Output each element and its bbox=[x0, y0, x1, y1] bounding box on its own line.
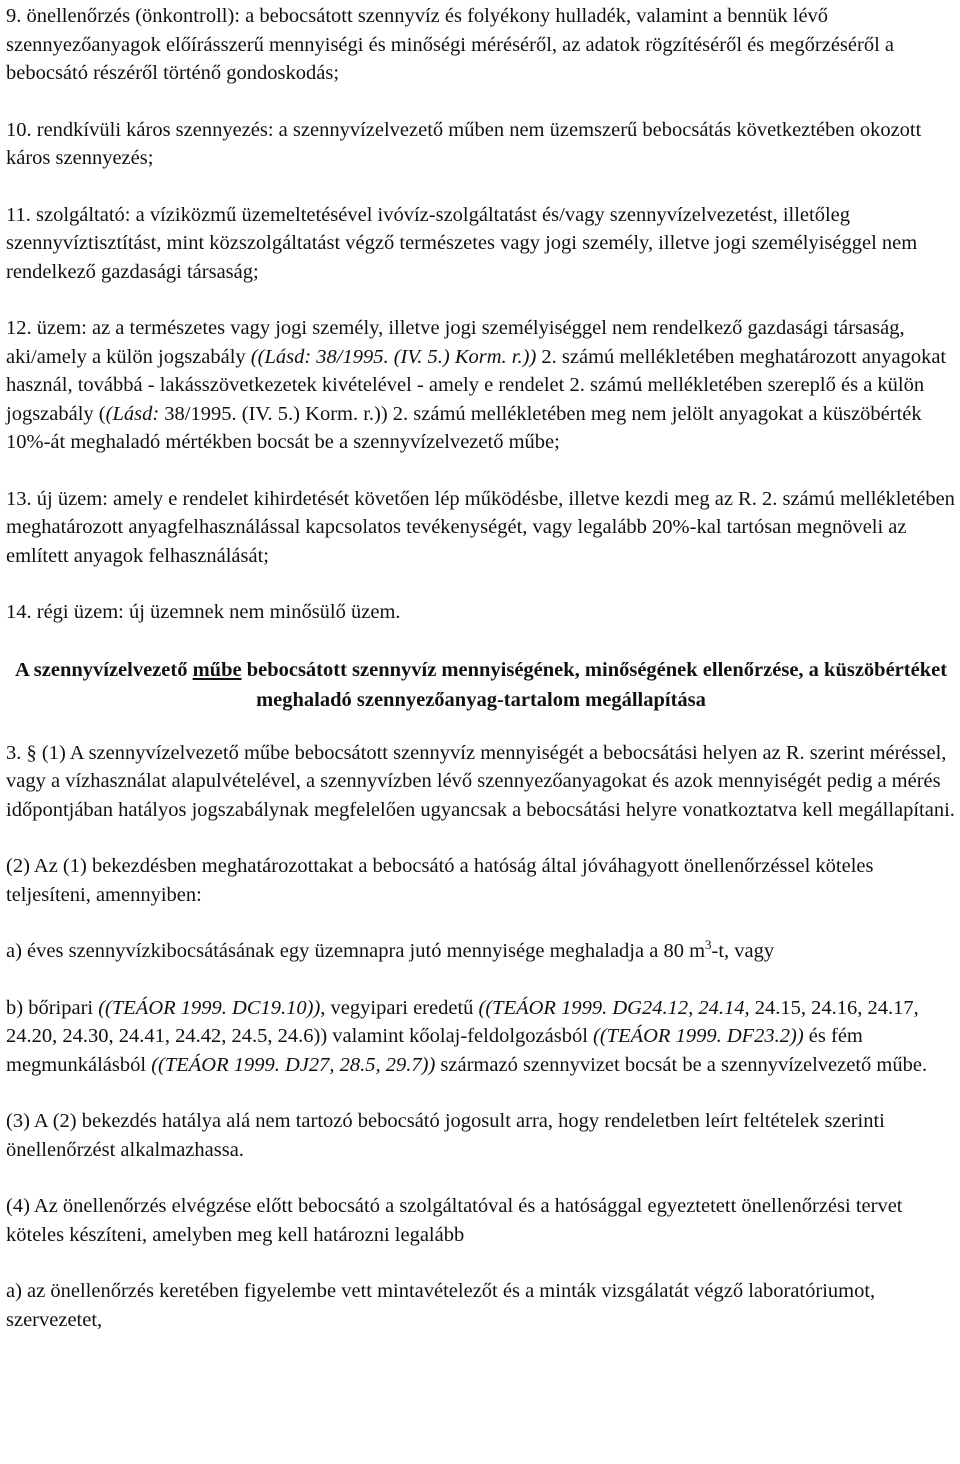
teaor-reference-link[interactable]: ((TEÁOR 1999. DF23.2)) bbox=[593, 1025, 804, 1047]
definition-12-text-c: 38/1995. (IV. 5.) Korm. r.)) 2. számú mellékletében meg nem jelölt anyagokat a küszöbérték 10%-át meghaladó mértékben bocsát be a szennyvízelvezető műbe; bbox=[6, 402, 922, 453]
definition-11: 11. szolgáltató: a víziközmű üzemeltetésével ivóvíz-szolgáltatást és/vagy szennyvízelvezetést, illetőleg szennyvíztisztítást, mint közszolgáltatást végző természetes vagy jogi személy, illetve jogi személyiséggel nem rendelkező gazdasági társaság; bbox=[6, 203, 918, 283]
teaor-reference-link[interactable]: ((TEÁOR 1999. DG24.12, 24.14, bbox=[478, 996, 750, 1019]
definition-12-text-a: 12. üzem: az a természetes vagy jogi személy, illetve jogi személyiséggel nem rendelkező gazdasági társaság, aki/amely a külön jogszabály bbox=[6, 317, 905, 368]
section-3-paragraph-4: (4) Az önellenőrzés elvégzése előtt bebocsátó a szolgáltatóval és a hatósággal egyeztetett önellenőrzési tervet köteles készíteni, amelyben meg kell határozni legalább bbox=[6, 1195, 903, 1246]
list-item-a-text-end: -t, vagy bbox=[711, 940, 775, 962]
section-3-paragraph-3: (3) A (2) bekezdés hatálya alá nem tartozó bebocsátó jogosult arra, hogy rendeletben leírt feltételek szerinti önellenőrzést alkalmazhassa. bbox=[6, 1110, 885, 1161]
list-item-b-text: és fém megmunkálásból bbox=[6, 1025, 863, 1076]
definition-14: 14. régi üzem: új üzemnek nem minősülő üzem. bbox=[6, 601, 401, 623]
heading-text-pre: A szennyvízelvezető bbox=[14, 658, 193, 681]
list-item-a bbox=[6, 937, 956, 966]
teaor-reference-link[interactable]: ((TEÁOR 1999. DC19.10)) bbox=[98, 996, 321, 1019]
list-item-b-text: b) bőripari bbox=[6, 996, 99, 1019]
list-item-b bbox=[6, 994, 956, 1080]
legal-reference-link[interactable]: (Lásd: bbox=[105, 402, 160, 425]
document-page bbox=[6, 2, 956, 1334]
definition-13: 13. új üzem: amely e rendelet kihirdetését követően lép működésbe, illetve kezdi meg az R. 2. számú mellékletében meghatározott anyagfelhasználással kapcsolatos tevékenységét, vagy legalább 20%-kal tartósan megnöveli az említett anyagok felhasználását; bbox=[6, 487, 955, 567]
heading-text-post: bebocsátott szennyvíz mennyiségének, minőségének ellenőrzése, a küszöbértéket meghaladó szennyezőanyag-tartalom megállapítása bbox=[241, 658, 948, 711]
definition-10: 10. rendkívüli káros szennyezés: a szennyvízelvezető műben nem üzemszerű bebocsátás következtében okozott káros szennyezés; bbox=[6, 118, 922, 169]
teaor-reference-link[interactable]: ((TEÁOR 1999. DJ27, 28.5, 29.7)) bbox=[151, 1053, 436, 1076]
heading-link[interactable]: műbe bbox=[192, 658, 242, 681]
definition-9: 9. önellenőrzés (önkontroll): a bebocsátott szennyvíz és folyékony hulladék, valamint a bennük lévő szennyezőanyagok előírásszerű mennyiségi és minőségi méréséről, az adatok rögzítéséről és megőrzéséről a bebocsátó részéről történő gondoskodás; bbox=[6, 5, 894, 84]
superscript: 3 bbox=[705, 937, 712, 952]
definition-12-text-b: 2. számú mellékletében meghatározott anyagokat használ, továbbá - lakásszövetkezetek kivételével - amely e rendelet 2. számú mellékletében szereplő és a külön jogszabály ( bbox=[6, 345, 947, 425]
list-item-b-text: 24.15, 24.16, 24.17, 24.20, 24.30, 24.41, 24.42, 24.5, 24.6)) valamint kőolaj-feldolgozásból bbox=[6, 996, 919, 1047]
list-item-a-text: a) éves szennyvízkibocsátásának egy üzemnapra jutó mennyisége meghaladja a 80 m bbox=[6, 940, 706, 962]
section-3-paragraph-1: 3. § (1) A szennyvízelvezető műbe bebocsátott szennyvíz mennyiségét a bebocsátási helyen az R. szerint méréssel, vagy a vízhasználat alapulvételével, a szennyvízben lévő szennyezőanyagokat és azok mennyiségét pedig a mérés időpontjában hatályos jogszabálynak megfelelően ugyancsak a bebocsátási helyre vonatkoztatva kell megállapítani. bbox=[6, 741, 955, 821]
list-item-b-text: származó szennyvizet bocsát be a szennyvízelvezető műbe. bbox=[435, 1053, 928, 1076]
definition-12 bbox=[6, 314, 956, 457]
section-heading bbox=[6, 655, 956, 715]
legal-reference-link[interactable]: ((Lásd: 38/1995. (IV. 5.) Korm. r.)) bbox=[250, 345, 537, 368]
section-3-paragraph-2: (2) Az (1) bekezdésben meghatározottakat a bebocsátó a hatóság által jóváhagyott önellenőrzéssel köteles teljesíteni, amennyiben: bbox=[6, 855, 874, 906]
list-item-b-text: , vegyipari eredetű bbox=[320, 996, 479, 1019]
list-item-4a: a) az önellenőrzés keretében figyelembe vett mintavételezőt és a minták vizsgálatát végző laboratóriumot, szervezetet, bbox=[6, 1280, 876, 1331]
